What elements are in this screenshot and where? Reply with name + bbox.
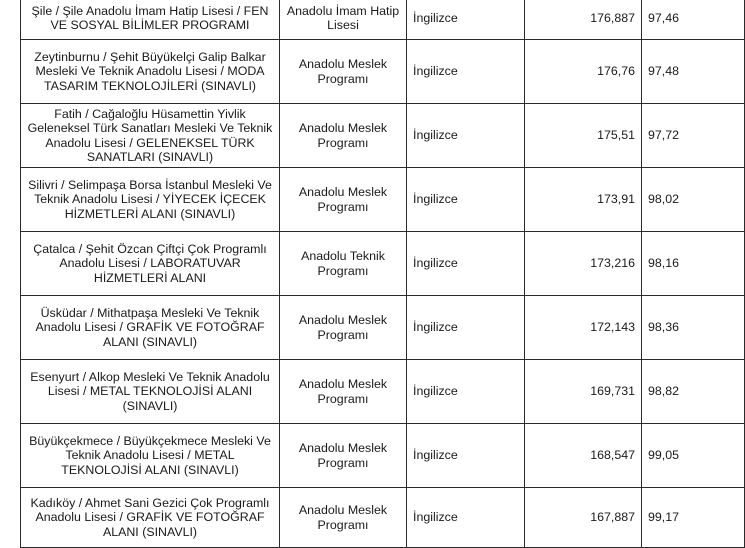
language-cell: İngilizce bbox=[407, 488, 525, 548]
language-cell: İngilizce bbox=[407, 0, 525, 40]
table-row bbox=[21, 40, 745, 104]
percentile-cell: 98,36 bbox=[642, 296, 745, 360]
score-cell: 167,887 bbox=[525, 488, 642, 548]
score-cell: 173,216 bbox=[525, 232, 642, 296]
program-type-cell: Anadolu Meslek Programı bbox=[280, 40, 407, 104]
program-type-cell: Anadolu Meslek Programı bbox=[280, 104, 407, 168]
score-cell: 176,76 bbox=[525, 40, 642, 104]
percentile-cell: 97,46 bbox=[642, 0, 745, 40]
language-cell: İngilizce bbox=[407, 40, 525, 104]
percentile-cell: 98,02 bbox=[642, 168, 745, 232]
score-cell: 173,91 bbox=[525, 168, 642, 232]
school-cell: Büyükçekmece / Büyükçekmece Mesleki Ve Teknik Anadolu Lisesi / METAL TEKNOLOJİSİ ALANI (SINAVLI) bbox=[21, 424, 280, 488]
percentile-cell: 97,48 bbox=[642, 40, 745, 104]
language-cell: İngilizce bbox=[407, 424, 525, 488]
percentile-cell: 97,72 bbox=[642, 104, 745, 168]
score-cell: 172,143 bbox=[525, 296, 642, 360]
table-row bbox=[21, 168, 745, 232]
percentile-cell: 99,17 bbox=[642, 488, 745, 548]
school-cell: Zeytinburnu / Şehit Büyükelçi Galip Balkar Mesleki Ve Teknik Anadolu Lisesi / MODA TASARIM TEKNOLOJİLERİ (SINAVLI) bbox=[21, 40, 280, 104]
school-cell: Üsküdar / Mithatpaşa Mesleki Ve Teknik Anadolu Lisesi / GRAFİK VE FOTOĞRAF ALANI (SINAVLI) bbox=[21, 296, 280, 360]
score-cell: 169,731 bbox=[525, 360, 642, 424]
program-type-cell: Anadolu Meslek Programı bbox=[280, 296, 407, 360]
program-type-cell: Anadolu İmam Hatip Lisesi bbox=[280, 0, 407, 40]
language-cell: İngilizce bbox=[407, 104, 525, 168]
school-cell: Çatalca / Şehit Özcan Çiftçi Çok Programlı Anadolu Lisesi / LABORATUVAR HİZMETLERİ ALANI bbox=[21, 232, 280, 296]
percentile-cell: 98,82 bbox=[642, 360, 745, 424]
results-table bbox=[20, 0, 745, 548]
program-type-cell: Anadolu Meslek Programı bbox=[280, 168, 407, 232]
score-cell: 176,887 bbox=[525, 0, 642, 40]
table-row bbox=[21, 360, 745, 424]
table-row bbox=[21, 104, 745, 168]
table-row bbox=[21, 488, 745, 548]
program-type-cell: Anadolu Meslek Programı bbox=[280, 424, 407, 488]
program-type-cell: Anadolu Meslek Programı bbox=[280, 360, 407, 424]
language-cell: İngilizce bbox=[407, 232, 525, 296]
program-type-cell: Anadolu Meslek Programı bbox=[280, 488, 407, 548]
score-cell: 168,547 bbox=[525, 424, 642, 488]
program-type-cell: Anadolu Teknik Programı bbox=[280, 232, 407, 296]
language-cell: İngilizce bbox=[407, 296, 525, 360]
table-row bbox=[21, 424, 745, 488]
school-cell: Fatih / Cağaloğlu Hüsamettin Yivlik Geleneksel Türk Sanatları Mesleki Ve Teknik Anadolu Lisesi / GELENEKSEL TÜRK SANATLARI (SINAVLI) bbox=[21, 104, 280, 168]
percentile-cell: 99,05 bbox=[642, 424, 745, 488]
score-cell: 175,51 bbox=[525, 104, 642, 168]
school-cell: Kadıköy / Ahmet Sani Gezici Çok Programlı Anadolu Lisesi / GRAFİK VE FOTOĞRAF ALANI (SINAVLI) bbox=[21, 488, 280, 548]
table-row bbox=[21, 232, 745, 296]
table-row bbox=[21, 296, 745, 360]
percentile-cell: 98,16 bbox=[642, 232, 745, 296]
school-cell: Şile / Şile Anadolu İmam Hatip Lisesi / FEN VE SOSYAL BİLİMLER PROGRAMI bbox=[21, 0, 280, 40]
language-cell: İngilizce bbox=[407, 360, 525, 424]
language-cell: İngilizce bbox=[407, 168, 525, 232]
table-row bbox=[21, 0, 745, 40]
school-cell: Silivri / Selimpaşa Borsa İstanbul Mesleki Ve Teknik Anadolu Lisesi / YİYECEK İÇECEK HİZMETLERİ ALANI (SINAVLI) bbox=[21, 168, 280, 232]
school-cell: Esenyurt / Alkop Mesleki Ve Teknik Anadolu Lisesi / METAL TEKNOLOJİSİ ALANI (SINAVLI) bbox=[21, 360, 280, 424]
